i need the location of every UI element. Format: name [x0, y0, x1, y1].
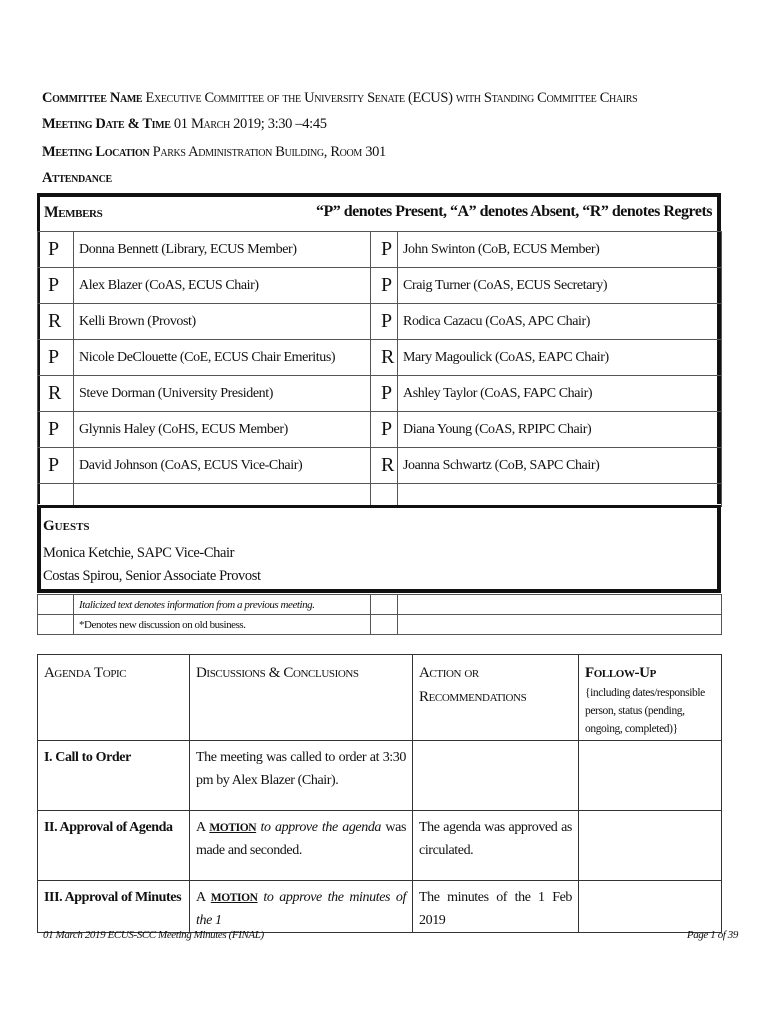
attendance-mark: P [38, 268, 74, 304]
table-row [38, 484, 722, 507]
member-name: Rodica Cazacu (CoAS, APC Chair) [398, 304, 722, 340]
table-row [38, 232, 722, 268]
agenda-topic: I. Call to Order [38, 741, 190, 811]
member-name: Craig Turner (CoAS, ECUS Secretary) [398, 268, 722, 304]
footer-title: 01 March 2019 ECUS-SCC Meeting Minutes (FINAL) [43, 929, 264, 941]
table-row [38, 881, 722, 933]
meeting-date-line [42, 116, 327, 133]
attendance-mark: P [38, 448, 74, 484]
attendance-mark: P [38, 232, 74, 268]
agenda-discussion: A MOTION to approve the agenda was made and seconded. [190, 811, 413, 881]
attendance-mark: P [38, 412, 74, 448]
page-number: Page 1 of 39 [686, 929, 738, 941]
member-name: Joanna Schwartz (CoB, SAPC Chair) [398, 448, 722, 484]
member-name: Nicole DeClouette (CoE, ECUS Chair Emeritus) [74, 340, 371, 376]
committee-value: Executive Committee of the University Senate (ECUS) with Standing Committee Chairs [145, 90, 638, 106]
member-name: David Johnson (CoAS, ECUS Vice-Chair) [74, 448, 371, 484]
agenda-topic-header: Agenda Topic [44, 665, 127, 681]
agenda-topic: II. Approval of Agenda [38, 811, 190, 881]
date-label: Meeting Date & Time [42, 116, 171, 132]
attendance-mark: P [38, 340, 74, 376]
agenda-discussion: A MOTION to approve the minutes of the 1 [190, 881, 413, 933]
new-discussion-note: *Denotes new discussion on old business. [74, 615, 371, 635]
attendance-table [37, 231, 722, 507]
location-value: Parks Administration Building, Room 301 [152, 144, 386, 160]
member-name: Mary Magoulick (CoAS, EAPC Chair) [398, 340, 722, 376]
attendance-heading: Attendance [42, 170, 112, 186]
motion-label: MOTION [209, 822, 257, 834]
table-row [38, 376, 722, 412]
guest-name: Costas Spirou, Senior Associate Provost [43, 568, 261, 584]
table-row [38, 448, 722, 484]
agenda-action: The agenda was approved as circulated. [413, 811, 579, 881]
table-row [38, 741, 722, 811]
action-header: Action or [419, 665, 479, 681]
agenda-header-row: Agenda Topic Discussions & Conclusions Action or Recommendations Follow-Up {including dates/responsible person, status (pending, ongoing, completed)} [38, 655, 722, 741]
member-name: Ashley Taylor (CoAS, FAPC Chair) [398, 376, 722, 412]
attendance-mark: P [371, 412, 398, 448]
notes-table [37, 594, 722, 635]
member-name: Diana Young (CoAS, RPIPC Chair) [398, 412, 722, 448]
followup-header: Follow-Up [585, 665, 656, 681]
table-row [38, 340, 722, 376]
agenda-followup [579, 811, 722, 881]
motion-label: MOTION [210, 892, 258, 904]
member-name: Alex Blazer (CoAS, ECUS Chair) [74, 268, 371, 304]
committee-label: Committee Name [42, 90, 143, 106]
agenda-action [413, 741, 579, 811]
followup-subheader: {including dates/responsible person, status (pending, ongoing, completed)} [585, 687, 705, 735]
agenda-followup [579, 741, 722, 811]
discussion-header: Discussions & Conclusions [196, 665, 359, 681]
italic-note: Italicized text denotes information from a previous meeting. [74, 595, 371, 615]
member-name: Donna Bennett (Library, ECUS Member) [74, 232, 371, 268]
location-label: Meeting Location [42, 144, 150, 160]
attendance-mark: P [371, 268, 398, 304]
guests-title: Guests [43, 518, 90, 534]
attendance-legend: “P” denotes Present, “A” denotes Absent, “R” denotes Regrets [315, 203, 712, 220]
agenda-action: The minutes of the 1 Feb 2019 [413, 881, 579, 933]
attendance-mark: P [371, 232, 398, 268]
attendance-mark: P [371, 376, 398, 412]
attendance-mark: R [38, 304, 74, 340]
attendance-mark: R [371, 448, 398, 484]
attendance-mark: R [38, 376, 74, 412]
meeting-location-line [42, 144, 386, 161]
members-label: Members [44, 204, 103, 221]
guest-name: Monica Ketchie, SAPC Vice-Chair [43, 545, 235, 561]
member-name: Steve Dorman (University President) [74, 376, 371, 412]
table-row [38, 304, 722, 340]
agenda-topic: III. Approval of Minutes [38, 881, 190, 933]
attendance-mark: R [371, 340, 398, 376]
member-name: Kelli Brown (Provost) [74, 304, 371, 340]
agenda-table [37, 654, 722, 933]
member-name: Glynnis Haley (CoHS, ECUS Member) [74, 412, 371, 448]
date-value: 01 March 2019; 3:30 –4:45 [173, 116, 327, 132]
table-row [38, 268, 722, 304]
attendance-mark: P [371, 304, 398, 340]
agenda-followup [579, 881, 722, 933]
committee-name-line [42, 90, 637, 107]
agenda-discussion: The meeting was called to order at 3:30 pm by Alex Blazer (Chair). [190, 741, 413, 811]
table-row [38, 412, 722, 448]
member-name: John Swinton (CoB, ECUS Member) [398, 232, 722, 268]
table-row [38, 811, 722, 881]
